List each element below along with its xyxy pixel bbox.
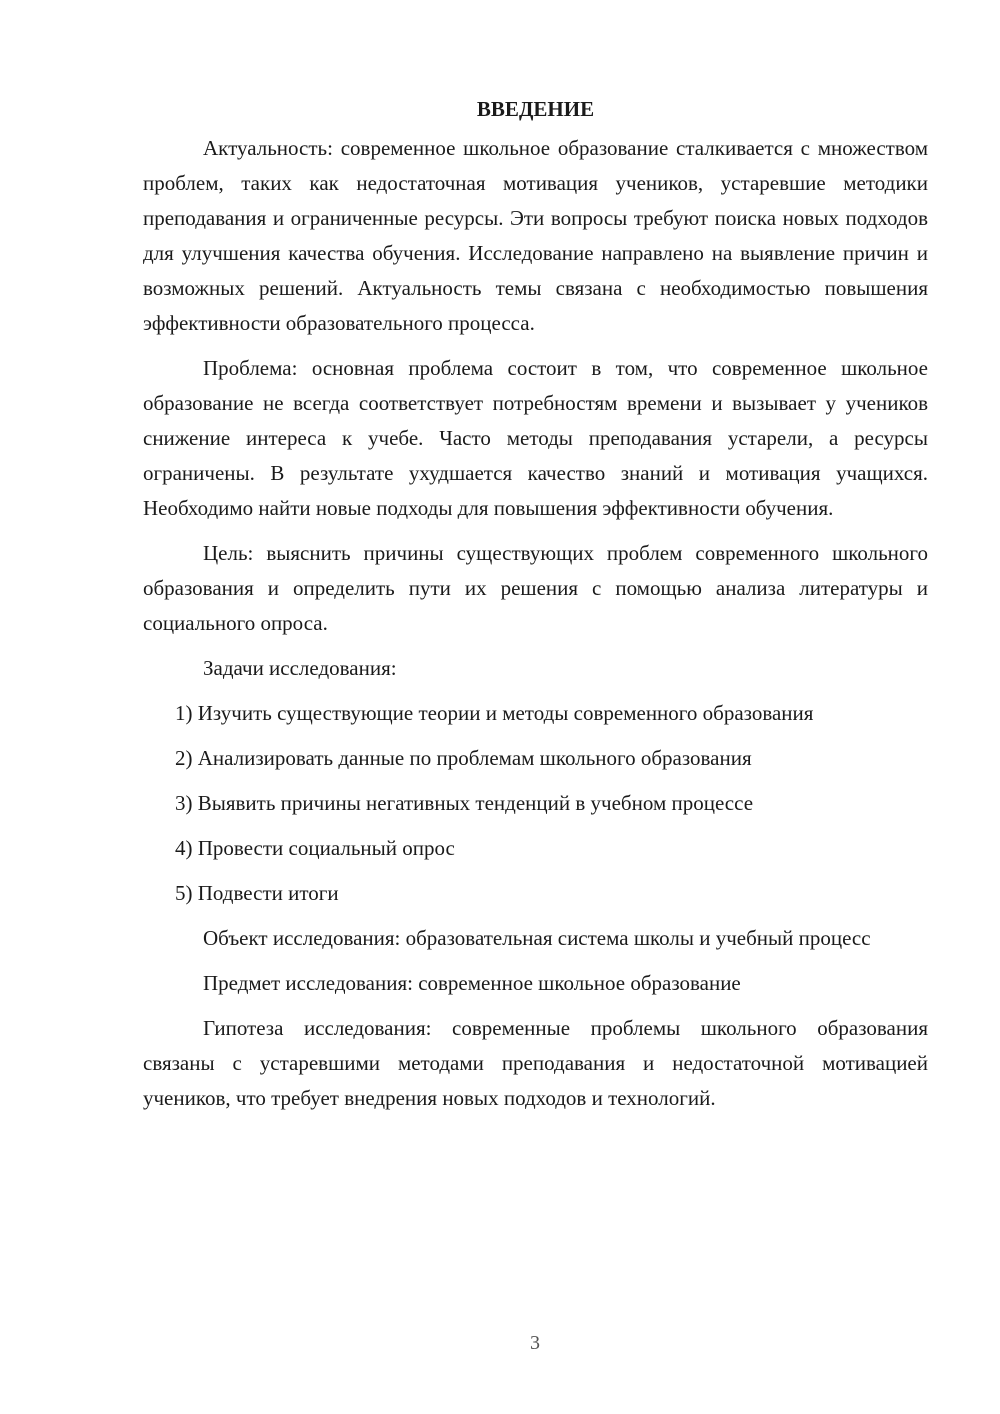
task-item: 4) Провести социальный опрос (175, 836, 455, 860)
relevance-paragraph: Актуальность: современное школьное образование сталкивается с множеством проблем, таких как недостаточная мотивация учеников, устаревшие методики преподавания и ограниченные ресурсы. Эти вопросы требуют поиска новых подходов для улучшения качества обучения. Исследование направлено на выявление причин и возможных решений. Актуальность темы связана с необходимостью повышения эффективности образовательного процесса. (143, 136, 928, 335)
subject-paragraph: Предмет исследования: современное школьное образование (203, 971, 741, 995)
task-item: 2) Анализировать данные по проблемам школьного образования (175, 746, 752, 770)
problem-paragraph: Проблема: основная проблема состоит в том, что современное школьное образование не всегда соответствует потребностям времени и вызывает у учеников снижение интереса к учебе. Часто методы преподавания устарели, а ресурсы ограничены. В результате ухудшается качество знаний и мотивация учащихся. Необходимо найти новые подходы для повышения эффективности обучения. (143, 356, 928, 520)
task-item: 3) Выявить причины негативных тенденций в учебном процессе (175, 791, 754, 815)
task-item: 5) Подвести итоги (175, 881, 339, 905)
tasks-heading: Задачи исследования: (203, 656, 397, 680)
tasks-list (143, 696, 928, 911)
task-item: 1) Изучить существующие теории и методы современного образования (175, 701, 814, 725)
page-number: 3 (530, 1332, 540, 1354)
page-title: ВВЕДЕНИЕ (476, 97, 595, 121)
hypothesis-paragraph: Гипотеза исследования: современные проблемы школьного образования связаны с устаревшими методами преподавания и недостаточной мотивацией учеников, что требует внедрения новых подходов и технологий. (143, 1016, 928, 1110)
document-page (143, 92, 928, 1126)
object-paragraph: Объект исследования: образовательная система школы и учебный процесс (203, 926, 871, 950)
goal-paragraph: Цель: выяснить причины существующих проблем современного школьного образования и определить пути их решения с помощью анализа литературы и социального опроса. (143, 541, 928, 635)
